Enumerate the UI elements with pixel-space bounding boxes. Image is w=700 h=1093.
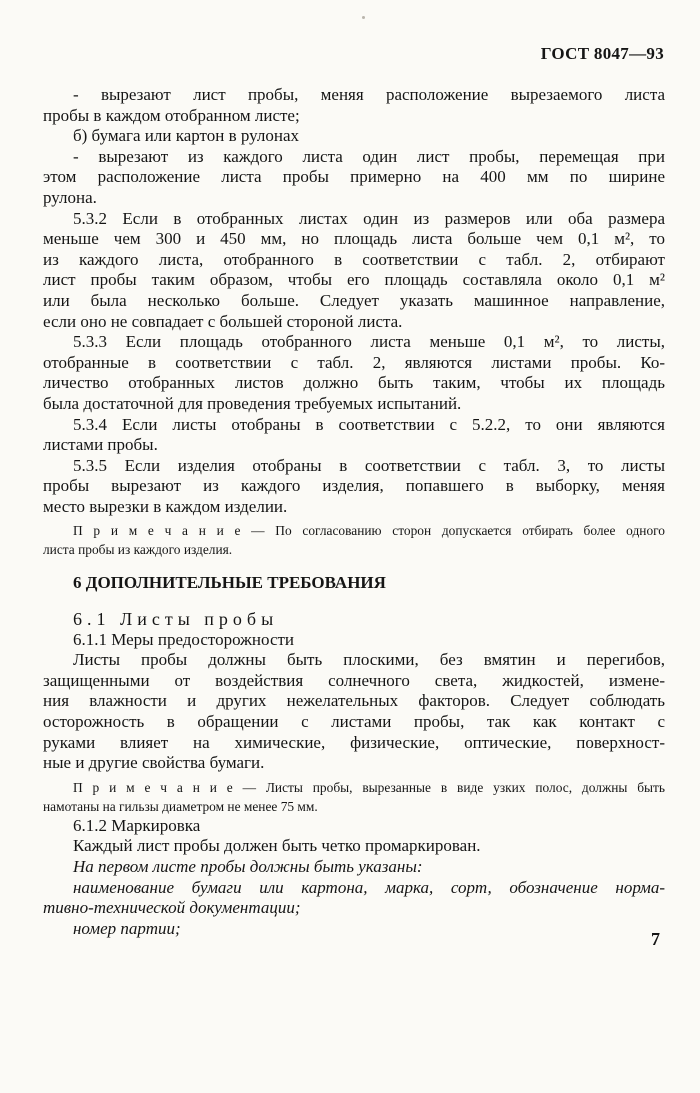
text-line: защищенными от воздействия солнечного света, жидкостей, измене- (43, 670, 665, 690)
note-line: листа пробы из каждого изделия. (43, 542, 233, 558)
text-line: 5.3.5 Если изделия отобраны в соответствии с табл. 3, то листы (73, 455, 665, 475)
text-line: 5.3.2 Если в отобранных листах один из размеров или оба размера (73, 208, 665, 228)
text-line: Листы пробы должны быть плоскими, без вмятин и перегибов, (73, 650, 665, 670)
text-line: этом расположение листа пробы примерно на 400 мм по ширине (43, 167, 665, 187)
clause-heading: 6.1.2 Маркировка (73, 815, 201, 835)
text-line: лист пробы таким образом, чтобы его площадь составляла около 0,1 м² (43, 270, 665, 290)
text-line: На первом листе пробы должны быть указаны: (73, 857, 423, 876)
note-line: П р и м е ч а н и е — Листы пробы, вырезанные в виде узких полос, должны быть (73, 779, 665, 795)
scan-speck (362, 16, 365, 19)
text-line: осторожность в обращении с листами пробы, так как контакт с (43, 712, 665, 732)
text-line: ные и другие свойства бумаги. (43, 753, 265, 773)
text-line: ния влажности и других нежелательных факторов. Следует соблюдать (43, 691, 665, 711)
text-line: наименование бумаги или картона, марка, сорт, обозначение норма- (73, 877, 665, 897)
text-line: б) бумага или картон в рулонах (73, 126, 300, 146)
text-line: - вырезают лист пробы, меняя расположение вырезаемого листа (73, 85, 665, 104)
text-line: номер партии; (73, 918, 181, 938)
clause-heading: 6.1.1 Меры предосторожности (73, 629, 295, 649)
text-line: личество отобранных листов должно быть таким, чтобы их площадь (43, 373, 665, 393)
text-line: отобранные в соответствии с табл. 2, являются листами пробы. Ко- (43, 352, 665, 372)
text-line: листами пробы. (43, 435, 158, 455)
page-number: 7 (651, 929, 660, 949)
text-line: - вырезают из каждого листа один лист пробы, перемещая при (73, 146, 665, 166)
text-line: была достаточной для проведения требуемых испытаний. (43, 393, 462, 413)
text-line: или была несколько больше. Следует указать машинное направление, (43, 290, 665, 310)
document-text-body (43, 85, 665, 939)
text-line: руками влияет на химические, физические, оптические, поверхност- (43, 732, 665, 752)
text-line: рулона. (43, 187, 97, 207)
document-header-standard-number: ГОСТ 8047—93 (540, 44, 664, 63)
section-heading: 6 ДОПОЛНИТЕЛЬНЫЕ ТРЕБОВАНИЯ (73, 573, 386, 593)
text-line: из каждого листа, отобранного в соответствии с табл. 2, отбирают (43, 249, 665, 269)
text-line: пробы вырезают из каждого изделия, попавшего в выборку, меняя (43, 476, 665, 496)
text-line: если оно не совпадает с большей стороной листа. (43, 311, 403, 331)
text-line: 5.3.4 Если листы отобраны в соответствии с 5.2.2, то они являются (73, 414, 665, 434)
text-line: Каждый лист пробы должен быть четко промаркирован. (73, 836, 481, 856)
text-line: 5.3.3 Если площадь отобранного листа меньше 0,1 м², то листы, (73, 332, 665, 352)
text-line: меньше чем 300 и 450 мм, но площадь листа больше чем 0,1 м², то (43, 229, 665, 249)
text-line: место вырезки в каждом изделии. (43, 496, 288, 516)
text-line: пробы в каждом отобранном листе; (43, 105, 300, 125)
note-line: П р и м е ч а н и е — По согласованию сторон допускается отбирать более одного (73, 523, 665, 539)
subsection-heading: 6.1 Листы пробы (73, 609, 279, 630)
text-line: тивно-технической документации; (43, 898, 301, 918)
note-line: намотаны на гильзы диаметром не менее 75 мм. (43, 798, 318, 814)
